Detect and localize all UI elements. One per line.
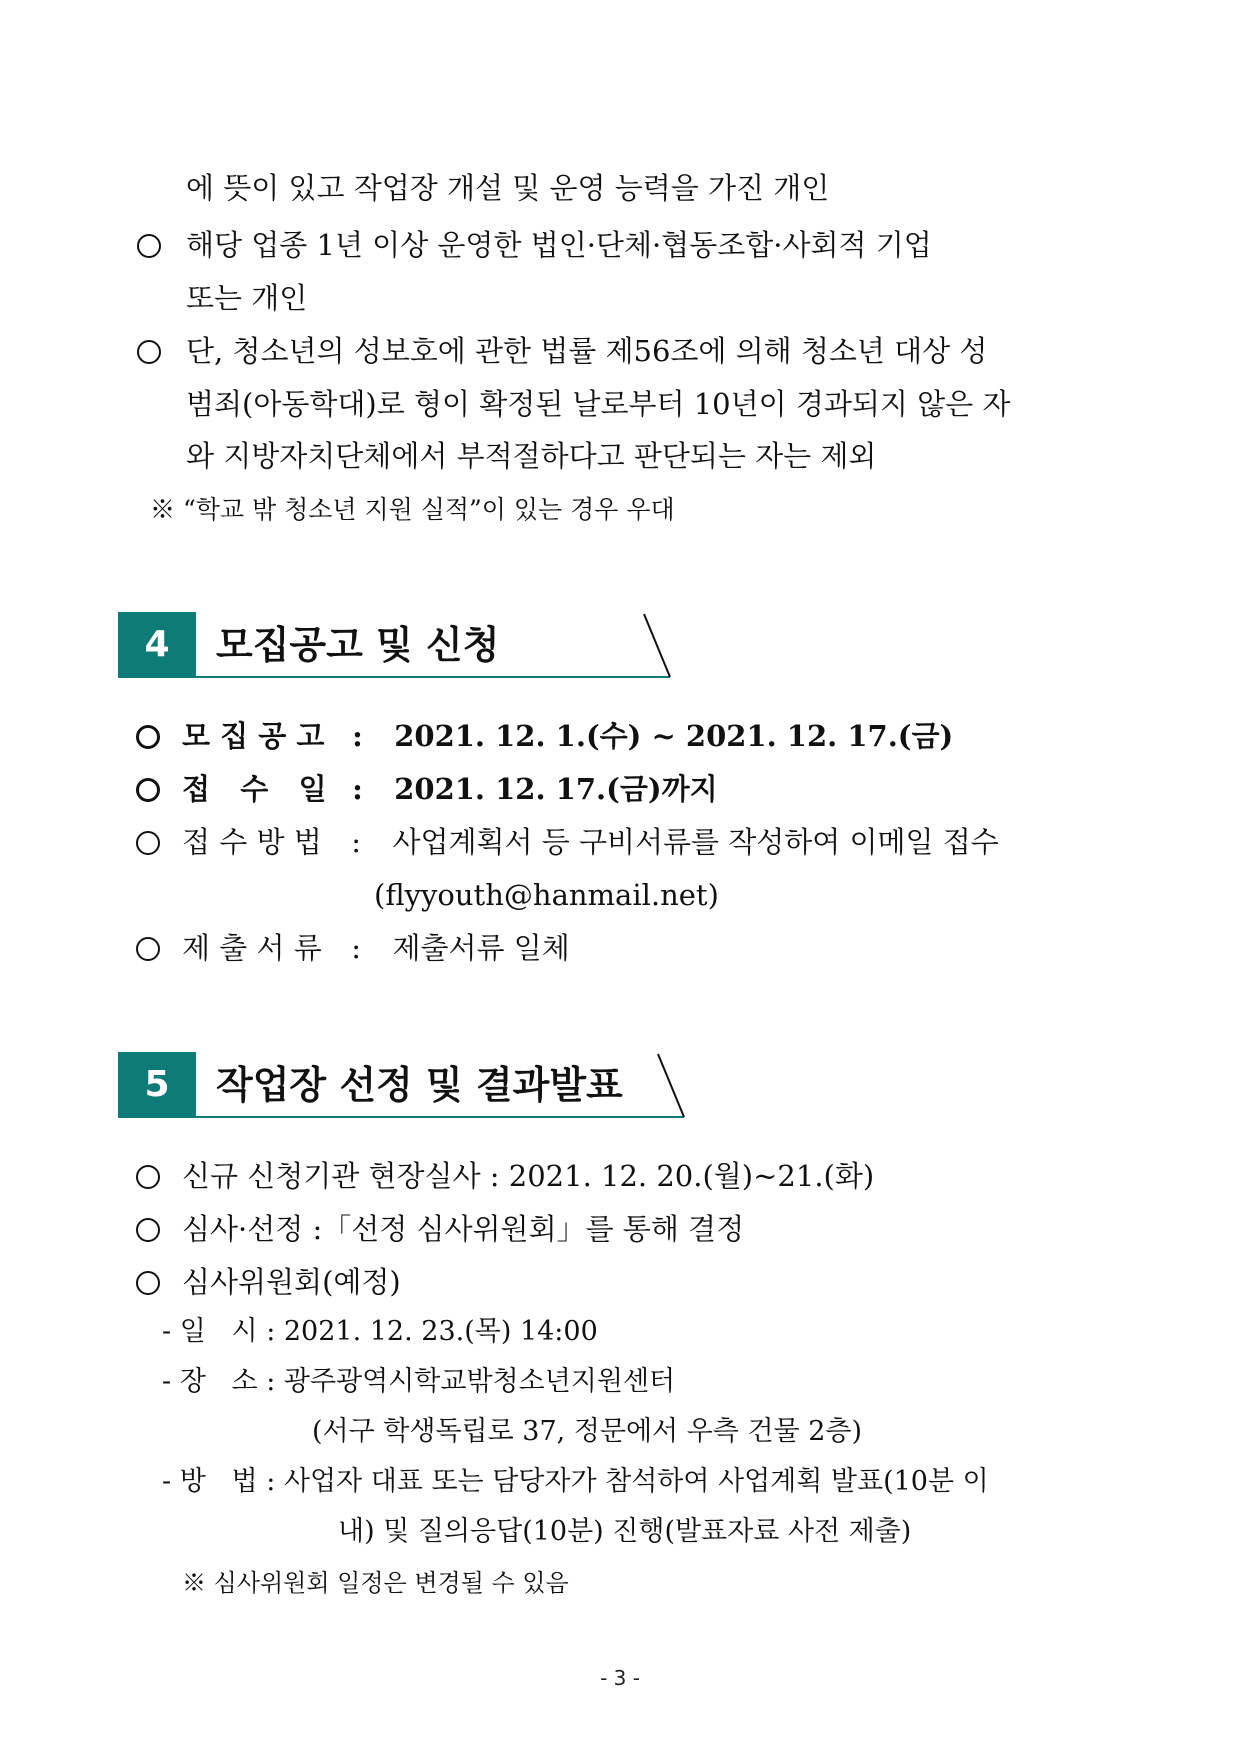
sub-item: - 방 법 : 사업자 대표 또는 담당자가 참석하여 사업계획 발표(10분 이 bbox=[162, 1466, 989, 1497]
text-line: 심사위원회(예정) bbox=[182, 1265, 401, 1299]
bullet-circle bbox=[137, 340, 161, 364]
section-title: 작업장 선정 및 결과발표 bbox=[216, 1063, 623, 1107]
text-line: 단, 청소년의 성보호에 관한 법률 제56조에 의해 청소년 대상 성 bbox=[186, 334, 988, 368]
bullet-circle bbox=[136, 1165, 160, 1189]
bullet-circle bbox=[136, 1271, 160, 1295]
row-label: 접 수 일 bbox=[182, 772, 327, 806]
section-header-4 bbox=[118, 612, 678, 678]
sub-item-cont: 내) 및 질의응답(10분) 진행(발표자료 사전 제출) bbox=[338, 1516, 912, 1547]
row-value: 2021. 12. 17.(금)까지 bbox=[394, 772, 718, 806]
row-value: 사업계획서 등 구비서류를 작성하여 이메일 접수 bbox=[392, 825, 999, 859]
note-text: ※ 심사위원회 일정은 변경될 수 있음 bbox=[182, 1569, 569, 1597]
bullet-circle bbox=[136, 778, 160, 802]
bullet-circle bbox=[136, 1218, 160, 1242]
note-text: ※ “학교 밖 청소년 지원 실적”이 있는 경우 우대 bbox=[150, 495, 675, 524]
bullet-circle bbox=[136, 937, 160, 961]
section-title: 모집공고 및 신청 bbox=[216, 623, 500, 667]
section-header-5 bbox=[118, 1052, 698, 1118]
documents-row bbox=[182, 928, 570, 968]
bullet-circle bbox=[136, 725, 160, 749]
submission-method-row bbox=[182, 822, 999, 862]
text-line: 심사·선정 :「선정 심사위원회」를 통해 결정 bbox=[182, 1212, 745, 1246]
row-label: 접 수 방 법 bbox=[182, 825, 322, 859]
bullet-circle bbox=[136, 831, 160, 855]
page-number: - 3 - bbox=[600, 1666, 640, 1690]
section-number: 5 bbox=[118, 1052, 196, 1118]
row-separator: : bbox=[352, 719, 363, 753]
row-value: 2021. 12. 1.(수) ~ 2021. 12. 17.(금) bbox=[394, 719, 954, 753]
text-line: 와 지방자치단체에서 부적절하다고 판단되는 자는 제외 bbox=[186, 439, 877, 473]
text-line: 신규 신청기관 현장실사 : 2021. 12. 20.(월)~21.(화) bbox=[182, 1159, 875, 1193]
row-value: 제출서류 일체 bbox=[392, 931, 570, 965]
sub-item-cont: (서구 학생독립로 37, 정문에서 우측 건물 2층) bbox=[312, 1416, 862, 1447]
text-line: 범죄(아동학대)로 형이 확정된 날로부터 10년이 경과되지 않은 자 bbox=[186, 387, 1011, 421]
deadline-row bbox=[182, 769, 718, 809]
bullet-circle bbox=[137, 234, 161, 258]
recruit-period-row bbox=[182, 716, 953, 756]
section-number: 4 bbox=[118, 612, 196, 678]
row-label: 모 집 공 고 bbox=[182, 719, 325, 753]
text-line: 에 뜻이 있고 작업장 개설 및 운영 능력을 가진 개인 bbox=[186, 171, 830, 205]
text-line: 또는 개인 bbox=[186, 281, 308, 315]
row-separator: : bbox=[351, 825, 361, 859]
sub-item: - 장 소 : 광주광역시학교밖청소년지원센터 bbox=[162, 1366, 676, 1397]
row-separator: : bbox=[352, 772, 363, 806]
row-label: 제 출 서 류 bbox=[182, 931, 322, 965]
email-address: (flyyouth@hanmail.net) bbox=[374, 878, 719, 912]
sub-item: - 일 시 : 2021. 12. 23.(목) 14:00 bbox=[162, 1316, 598, 1347]
row-separator: : bbox=[351, 931, 361, 965]
text-line: 해당 업종 1년 이상 운영한 법인·단체·협동조합·사회적 기업 bbox=[186, 228, 932, 262]
